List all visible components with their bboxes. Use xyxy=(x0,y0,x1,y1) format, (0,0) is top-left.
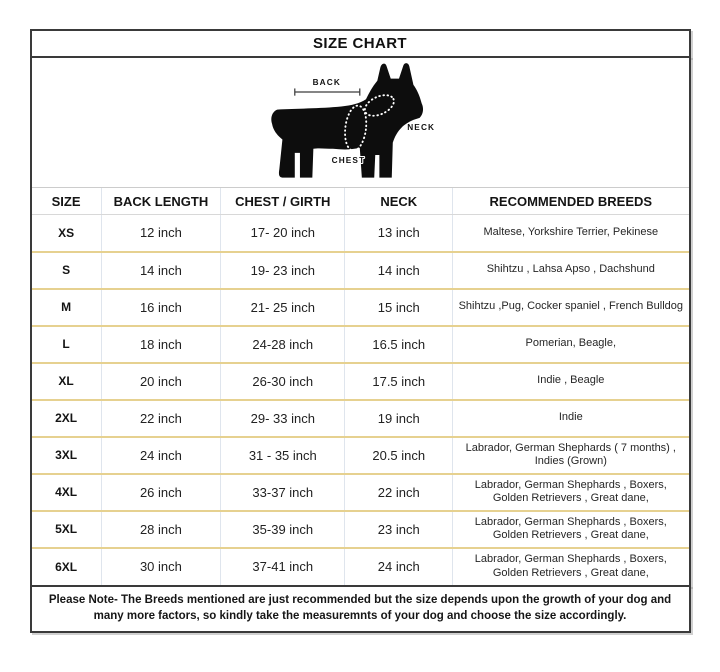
page-title: SIZE CHART xyxy=(313,35,407,52)
header-neck: NECK xyxy=(345,188,453,215)
breeds-cell: Shihtzu ,Pug, Cocker spaniel , French Bulldog xyxy=(453,289,689,326)
back-length-cell: 28 inch xyxy=(101,511,221,548)
neck-cell: 16.5 inch xyxy=(345,326,453,363)
size-cell: 3XL xyxy=(32,437,102,474)
chest-girth-cell: 29- 33 inch xyxy=(221,400,345,437)
breeds-cell: Indie , Beagle xyxy=(453,363,689,400)
note-box xyxy=(30,585,691,633)
header-recommended-breeds: RECOMMENDED BREEDS xyxy=(453,188,689,215)
size-cell: 4XL xyxy=(32,474,102,511)
table-row xyxy=(32,474,689,511)
size-table-header xyxy=(32,188,689,215)
back-length-cell: 12 inch xyxy=(101,215,221,252)
back-length-cell: 26 inch xyxy=(101,474,221,511)
breeds-cell: Shihtzu , Lahsa Apso , Dachshund xyxy=(453,252,689,289)
size-table xyxy=(32,187,689,585)
breeds-cell: Labrador, German Shephards , Boxers, Golden Retrievers , Great dane, xyxy=(453,511,689,548)
table-row xyxy=(32,437,689,474)
chest-girth-cell: 21- 25 inch xyxy=(221,289,345,326)
breeds-cell: Labrador, German Shephards , Boxers, Golden Retrievers , Great dane, xyxy=(453,474,689,511)
neck-cell: 24 inch xyxy=(345,548,453,585)
breeds-cell: Labrador, German Shephards , Boxers, Golden Retrievers , Great dane, xyxy=(453,548,689,585)
back-length-cell: 20 inch xyxy=(101,363,221,400)
size-cell: L xyxy=(32,326,102,363)
chest-girth-cell: 24-28 inch xyxy=(221,326,345,363)
neck-cell: 22 inch xyxy=(345,474,453,511)
neck-diagram-label: NECK xyxy=(407,122,436,132)
back-length-cell: 22 inch xyxy=(101,400,221,437)
back-measure-line xyxy=(295,88,360,95)
size-cell: 2XL xyxy=(32,400,102,437)
back-length-cell: 14 inch xyxy=(101,252,221,289)
chest-girth-cell: 31 - 35 inch xyxy=(221,437,345,474)
main-box xyxy=(30,56,691,587)
breeds-cell: Indie xyxy=(453,400,689,437)
neck-cell: 17.5 inch xyxy=(345,363,453,400)
size-cell: XL xyxy=(32,363,102,400)
please-note-text: Please Note- The Breeds mentioned are just recommended but the size depends upon the growth of your dog and many more factors, so kindly take the measuremnts of your dog and choose the size accordingly. xyxy=(48,593,672,623)
table-row xyxy=(32,363,689,400)
chest-girth-cell: 33-37 inch xyxy=(221,474,345,511)
table-row xyxy=(32,252,689,289)
neck-cell: 23 inch xyxy=(345,511,453,548)
chest-diagram-label: CHEST xyxy=(331,155,366,165)
back-length-cell: 18 inch xyxy=(101,326,221,363)
neck-cell: 20.5 inch xyxy=(345,437,453,474)
dog-measurement-diagram xyxy=(32,58,689,187)
back-length-cell: 16 inch xyxy=(101,289,221,326)
back-length-cell: 24 inch xyxy=(101,437,221,474)
size-cell: XS xyxy=(32,215,102,252)
table-row xyxy=(32,215,689,252)
size-chart-sheet xyxy=(30,29,691,633)
table-row xyxy=(32,511,689,548)
chest-girth-cell: 37-41 inch xyxy=(221,548,345,585)
back-diagram-label: BACK xyxy=(312,77,341,87)
neck-cell: 19 inch xyxy=(345,400,453,437)
header-size: SIZE xyxy=(32,188,102,215)
back-length-cell: 30 inch xyxy=(101,548,221,585)
chest-girth-cell: 19- 23 inch xyxy=(221,252,345,289)
chest-girth-cell: 17- 20 inch xyxy=(221,215,345,252)
table-row xyxy=(32,548,689,585)
title-box xyxy=(30,29,691,58)
breeds-cell: Labrador, German Shephards ( 7 months) , Indies (Grown) xyxy=(453,437,689,474)
table-row xyxy=(32,289,689,326)
header-chest-girth: CHEST / GIRTH xyxy=(221,188,345,215)
breeds-cell: Pomerian, Beagle, xyxy=(453,326,689,363)
neck-cell: 14 inch xyxy=(345,252,453,289)
size-cell: S xyxy=(32,252,102,289)
table-row xyxy=(32,400,689,437)
size-cell: 5XL xyxy=(32,511,102,548)
table-row xyxy=(32,326,689,363)
neck-cell: 13 inch xyxy=(345,215,453,252)
size-cell: 6XL xyxy=(55,559,78,574)
dog-silhouette-icon xyxy=(269,60,465,186)
neck-cell: 15 inch xyxy=(345,289,453,326)
chest-girth-cell: 26-30 inch xyxy=(221,363,345,400)
header-back-length: BACK LENGTH xyxy=(101,188,221,215)
breeds-cell: Maltese, Yorkshire Terrier, Pekinese xyxy=(453,215,689,252)
size-cell: M xyxy=(32,289,102,326)
chest-girth-cell: 35-39 inch xyxy=(221,511,345,548)
